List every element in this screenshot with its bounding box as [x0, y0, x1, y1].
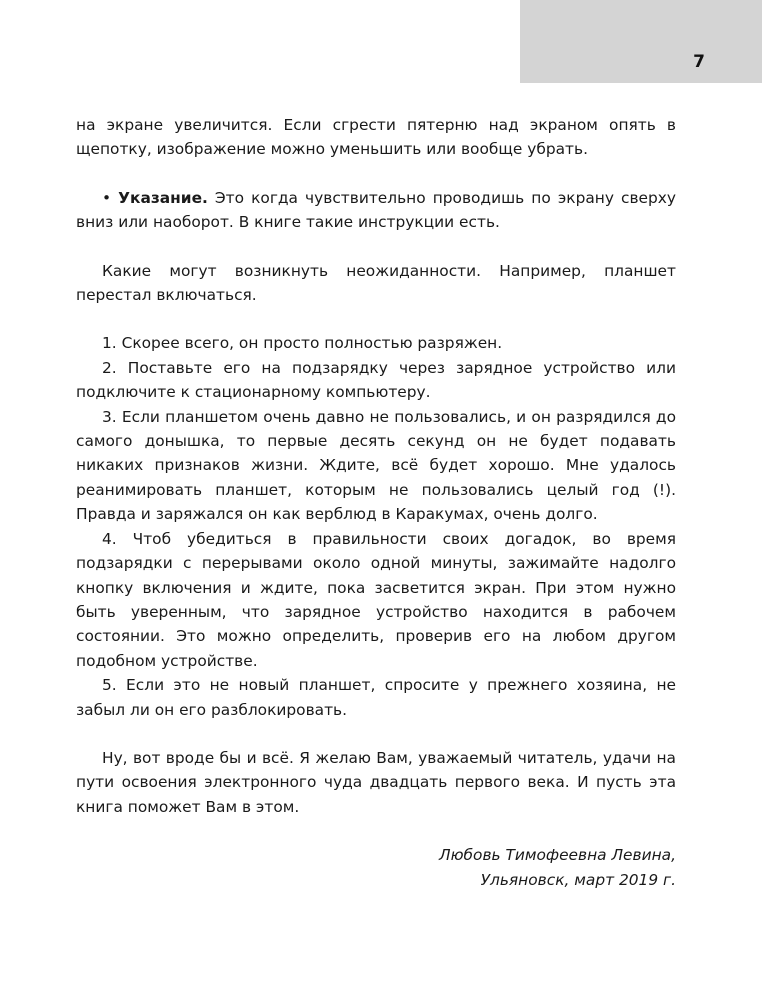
paragraph-surprises: Какие могут возникнуть неожиданности. Например, планшет перестал включаться. — [76, 261, 676, 305]
signature-place-date: Ульяновск, март 2019 г. — [480, 870, 676, 889]
paragraph-closing: Ну, вот вроде бы и всё. Я желаю Вам, уважаемый читатель, удачи на пути освоения электронного чуда двадцать первого века. И пусть эта книга поможет Вам в этом. — [76, 748, 676, 816]
hint-label: Указание. — [118, 188, 208, 207]
bullet: • — [102, 188, 119, 207]
page-number-tab — [520, 0, 762, 83]
list-item: 4. Чтоб убедиться в правильности своих догадок, во время подзарядки с перерывами около одной минуты, зажимайте надолго кнопку включения и ждите, пока засветится экран. При этом нужно быть уверенным, что зарядное устройство находится в рабочем состоянии. Это можно определить, проверив его на любом другом подобном устройстве. — [76, 529, 676, 670]
list-item: 2. Поставьте его на подзарядку через зарядное устройство или подключите к стационарному компьютеру. — [76, 358, 676, 402]
page-number: 7 — [693, 52, 705, 72]
list-item: 3. Если планшетом очень давно не пользовались, и он разрядился до самого донышка, то первые десять секунд он не будет подавать никаких признаков жизни. Ждите, всё будет хорошо. Мне удалось реанимировать планшет, которым не пользовались целый год (!). Правда и заряжался он как верблюд в Каракумах, очень долго. — [76, 407, 676, 524]
signature — [76, 843, 676, 892]
troubleshooting-list — [76, 331, 676, 722]
paragraph-swipe-hint — [76, 186, 676, 235]
hint-text: Это когда чувствительно проводишь по экрану сверху вниз или наоборот. В книге такие инструкции есть. — [76, 188, 676, 232]
paragraph-pinch-gesture: на экране увеличится. Если сгрести пятерню над экраном опять в щепотку, изображение можно уменьшить или вообще убрать. — [76, 116, 676, 159]
list-item: 5. Если это не новый планшет, спросите у прежнего хозяина, не забыл ли он его разблокировать. — [76, 676, 676, 719]
list-item: 1. Скорее всего, он просто полностью разряжен. — [102, 334, 503, 353]
signature-author: Любовь Тимофеевна Левина, — [439, 846, 676, 865]
page-body — [76, 113, 676, 892]
